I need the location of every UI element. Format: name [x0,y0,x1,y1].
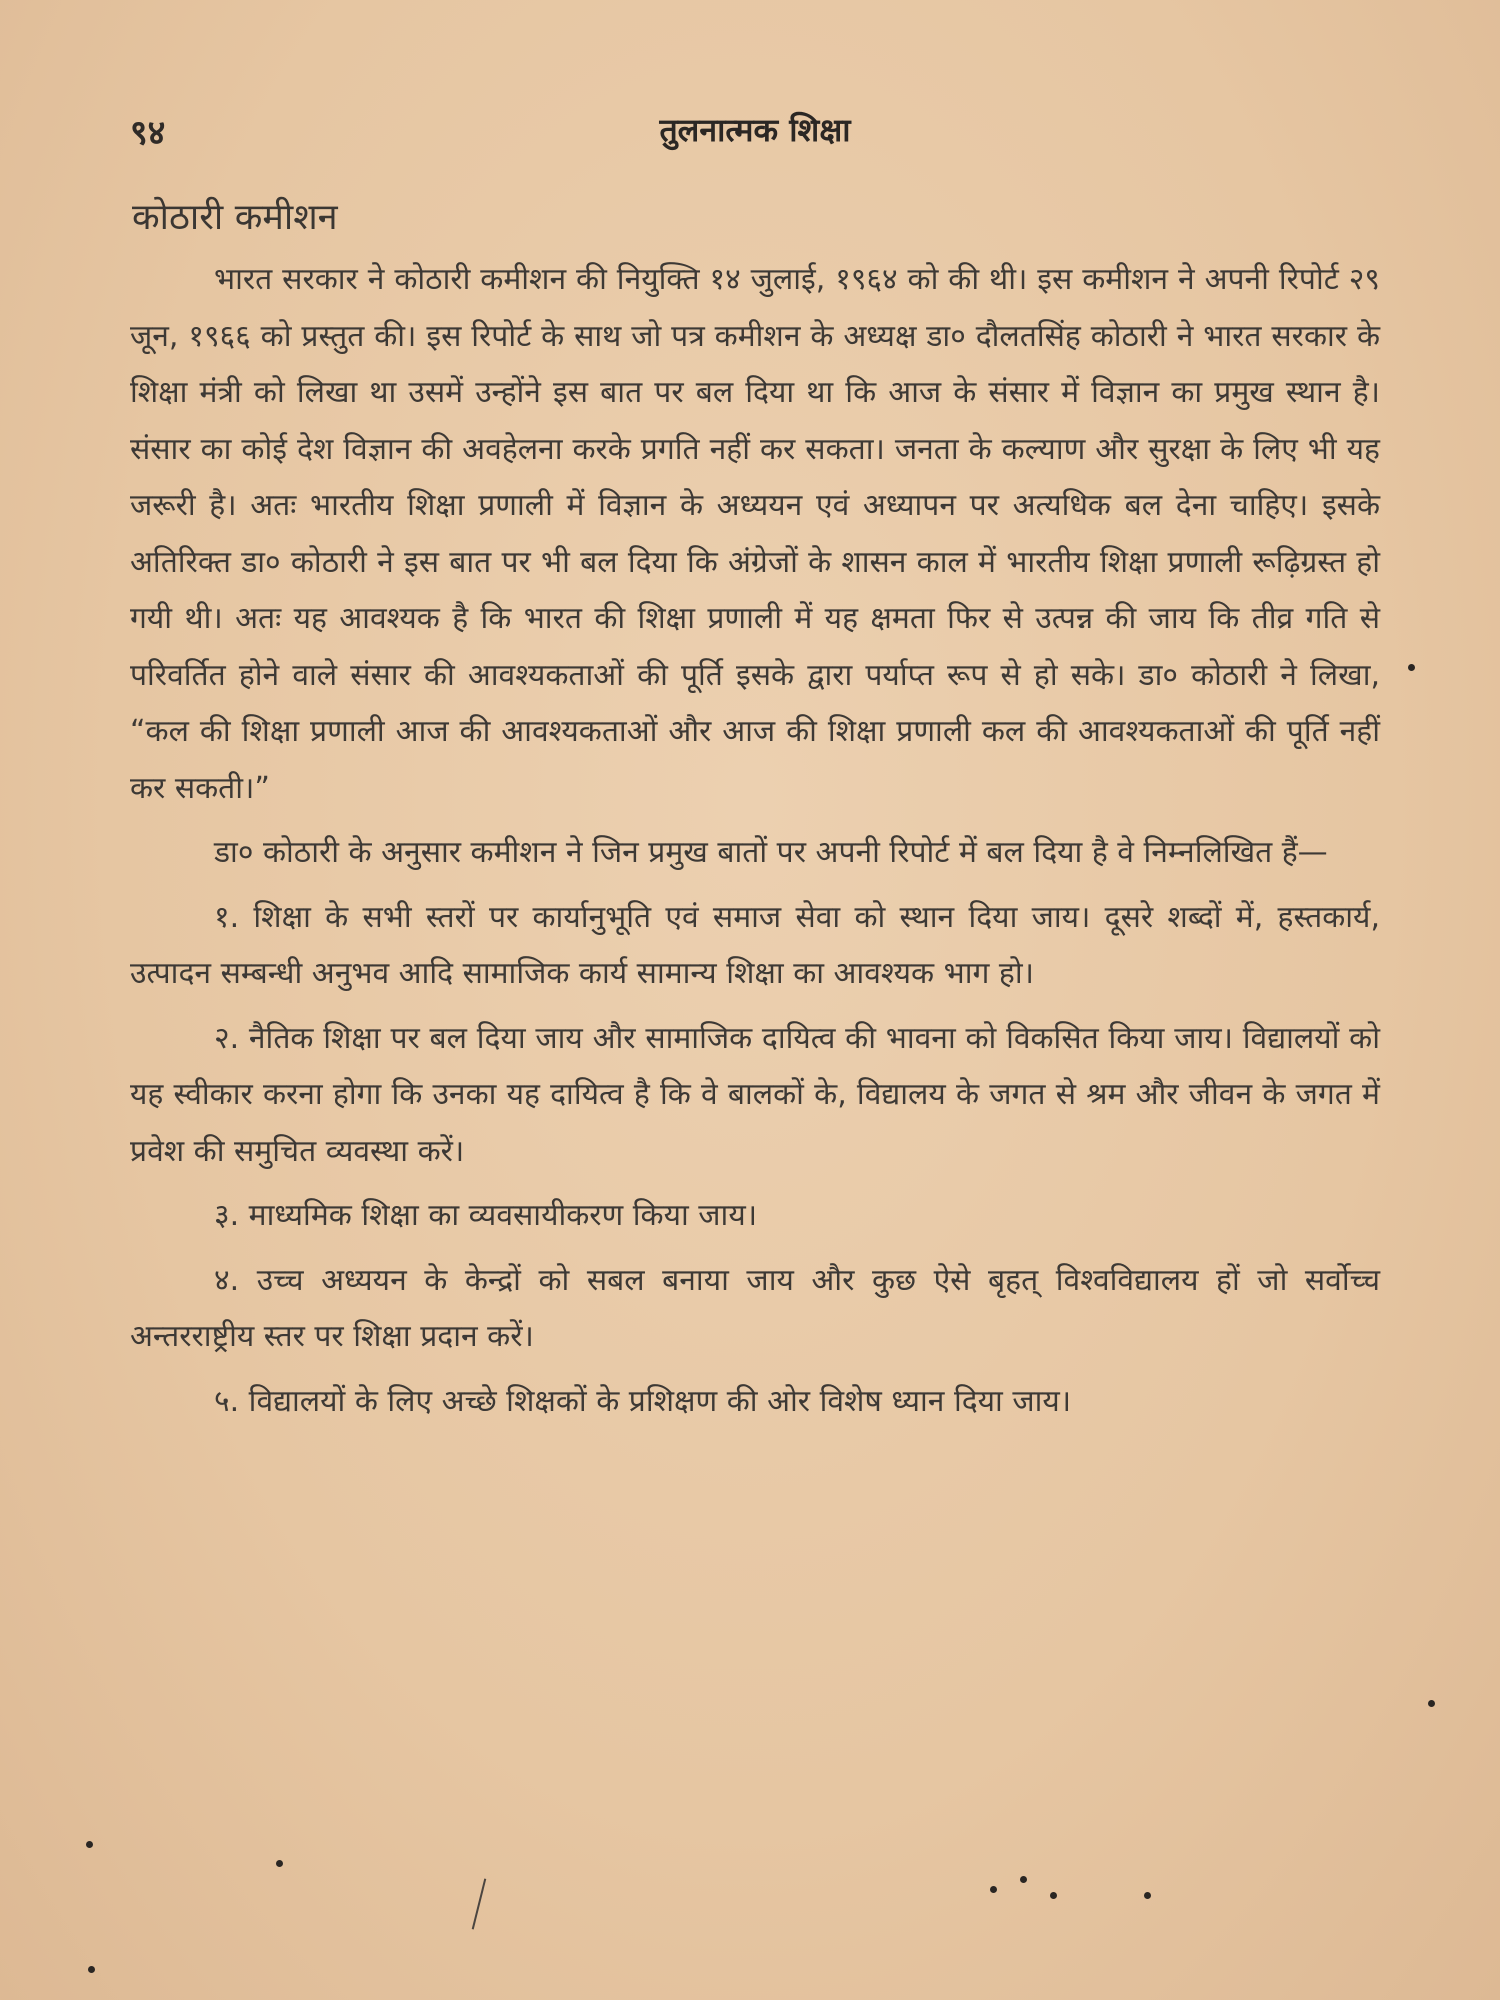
running-title: तुलनात्मक शिक्षा [659,111,851,149]
list-item-5: ५. विद्यालयों के लिए अच्छे शिक्षकों के प्रशिक्षण की ओर विशेष ध्यान दिया जाय। [214,1383,1072,1419]
ink-speck [276,1860,283,1867]
page-header [130,108,1380,158]
list-item-2: २. नैतिक शिक्षा पर बल दिया जाय और सामाजिक दायित्व की भावना को विकसित किया जाय। विद्यालयों को यह स्वीकार करना होगा कि उनका यह दायित्व है कि वे बालकों के, विद्यालय के जगत से श्रम और जीवन के जगत में प्रवेश की समुचित व्यवस्था करें। [130,1020,1380,1169]
ink-speck [990,1886,997,1893]
ink-speck [1050,1892,1057,1899]
ink-speck [1408,664,1415,671]
ink-speck [1144,1892,1151,1899]
paragraph-intro: भारत सरकार ने कोठारी कमीशन की नियुक्ति १४ जुलाई, १९६४ को की थी। इस कमीशन ने अपनी रिपोर्ट २९ जून, १९६६ को प्रस्तुत की। इस रिपोर्ट के साथ जो पत्र कमीशन के अध्यक्ष डा० दौलतसिंह कोठारी ने भारत सरकार के शिक्षा मंत्री को लिखा था उसमें उन्होंने इस बात पर बल दिया था कि आज के संसार में विज्ञान का प्रमुख स्थान है। संसार का कोई देश विज्ञान की अवहेलना करके प्रगति नहीं कर सकता। जनता के कल्याण और सुरक्षा के लिए भी यह जरूरी है। अतः भारतीय शिक्षा प्रणाली में विज्ञान के अध्ययन एवं अध्यापन पर अत्यधिक बल देना चाहिए। इसके अतिरिक्त डा० कोठारी ने इस बात पर भी बल दिया कि अंग्रेजों के शासन काल में भारतीय शिक्षा प्रणाली रूढ़िग्रस्त हो गयी थी। अतः यह आवश्यक है कि भारत की शिक्षा प्रणाली में यह क्षमता फिर से उत्पन्न की जाय कि तीव्र गति से परिवर्तित होने वाले संसार की आवश्यकताओं की पूर्ति इसके द्वारा पर्याप्त रूप से हो सके। डा० कोठारी ने लिखा, “कल की शिक्षा प्रणाली आज की आवश्यकताओं और आज की शिक्षा प्रणाली कल की आवश्यकताओं की पूर्ति नहीं कर सकती।” [130,262,1381,806]
pen-scratch [472,1879,487,1930]
section-heading: कोठारी कमीशन [132,197,338,238]
ink-speck [1428,1700,1435,1707]
ink-speck [88,1966,95,1973]
ink-speck [86,1841,93,1848]
page-content [130,190,1380,1430]
page-number: ९४ [130,113,166,153]
list-item-3: ३. माध्यमिक शिक्षा का व्यवसायीकरण किया जाय। [214,1198,758,1233]
list-item-4: ४. उच्च अध्ययन के केन्द्रों को सबल बनाया जाय और कुछ ऐसे बृहत् विश्वविद्यालय हों जो सर्वोच्च अन्तरराष्ट्रीय स्तर पर शिक्षा प्रदान करें। [130,1262,1380,1354]
list-item-1: १. शिक्षा के सभी स्तरों पर कार्यानुभूति एवं समाज सेवा को स्थान दिया जाय। दूसरे शब्दों में, हस्तकार्य, उत्पादन सम्बन्धी अनुभव आदि सामाजिक कार्य सामान्य शिक्षा का आवश्यक भाग हो। [130,899,1380,991]
paragraph-list-intro: डा० कोठारी के अनुसार कमीशन ने जिन प्रमुख बातों पर अपनी रिपोर्ट में बल दिया है वे निम्नलिखित हैं— [214,835,1328,870]
ink-speck [1020,1876,1027,1883]
